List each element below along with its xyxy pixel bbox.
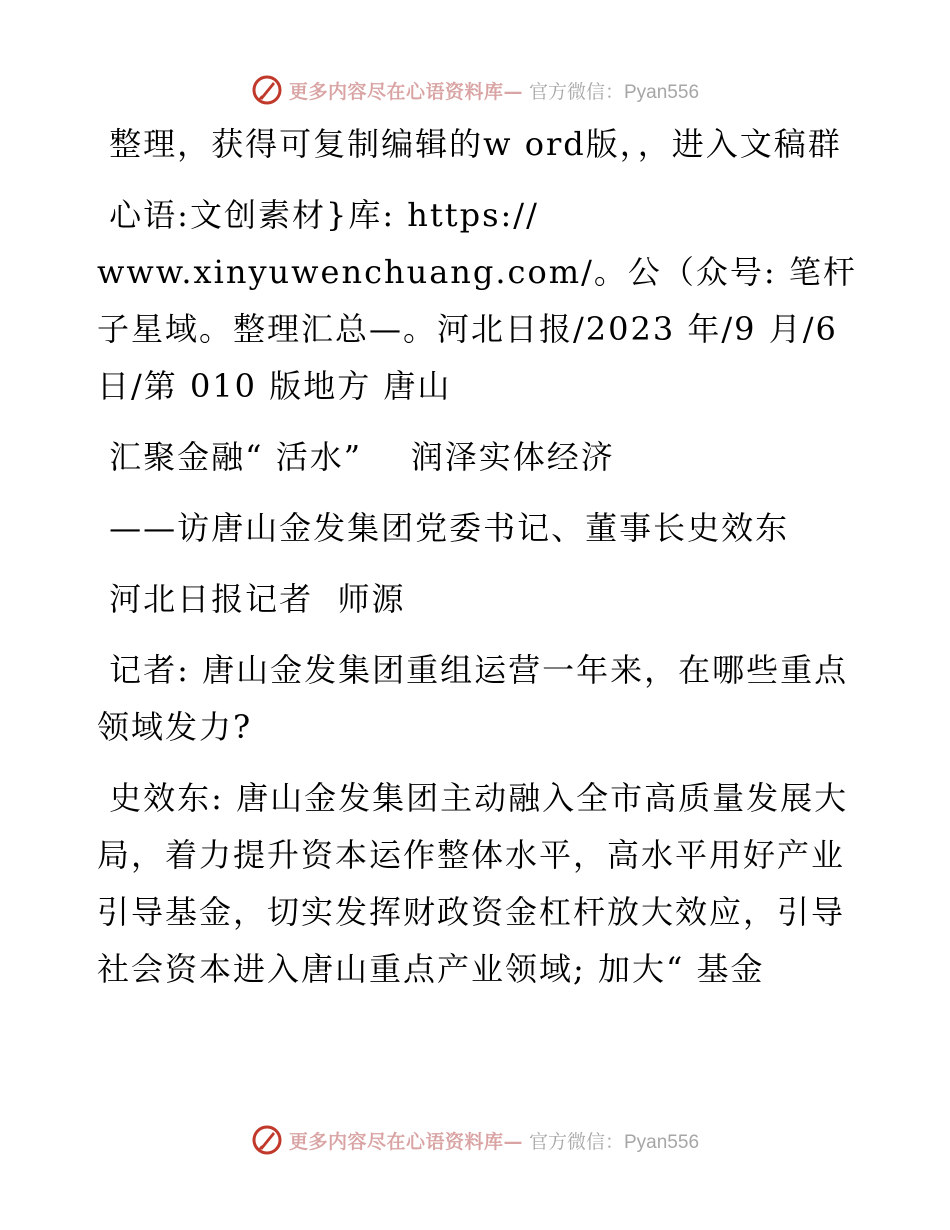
paragraph-question: 记者: 唐山金发集团重组运营一年来，在哪些重点领域发力? (97, 651, 849, 746)
watermark-wechat: 官方微信：Pyan556 (529, 81, 700, 103)
article-subtitle: ——访唐山金发集团党委书记、董事长史效东 (97, 509, 790, 547)
header-watermark (0, 70, 950, 110)
watermark-wechat: 官方微信：Pyan556 (529, 1131, 700, 1153)
paragraph-answer: 史效东: 唐山金发集团主动融入全市高质量发展大局，着力提升资本运作整体水平，高水平用好产业引导基金，切实发挥财政资金杠杆放大效应，引导社会资本进入唐山重点产业领域; 加大“ 基金 (97, 779, 849, 988)
article-title: 汇聚金融“ 活水” 润泽实体经济 (97, 438, 615, 476)
watermark-text: 更多内容尽在心语资料库— (288, 1130, 523, 1153)
quill-logo-icon (251, 74, 283, 106)
document-body (97, 116, 857, 1012)
article-byline: 河北日报记者 师源 (97, 580, 406, 618)
footer-watermark (0, 1120, 950, 1160)
paragraph-source: 心语:文创素材}库: https:// www.xinyuwenchuang.com/。公（众号: 笔杆子星域。整理汇总—。河北日报/2023 年/9 月/6 日/第 010 版地方 唐山 (97, 196, 857, 405)
paragraph-intro: 整理，获得可复制编辑的w ord版，，进入文稿群 (97, 125, 842, 163)
quill-logo-icon (251, 1124, 283, 1156)
watermark-text: 更多内容尽在心语资料库— (288, 80, 523, 103)
